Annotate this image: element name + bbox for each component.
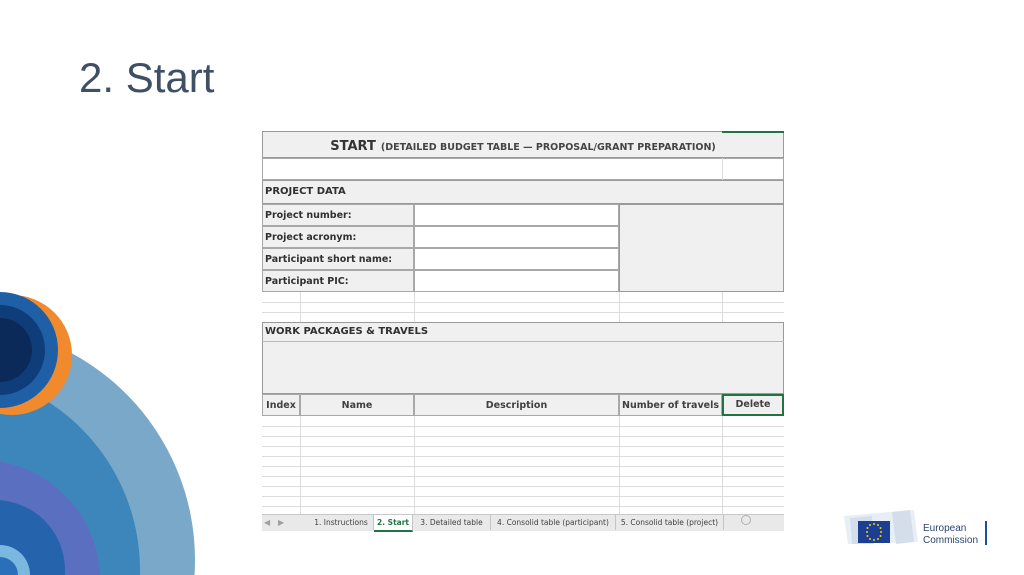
project-data-header	[262, 180, 784, 204]
project-data-label: PROJECT DATA	[265, 186, 346, 197]
tab-start[interactable]: 2. Start	[374, 515, 413, 532]
column-header-delete[interactable]: Delete	[722, 394, 784, 416]
tab-consolid-project[interactable]: 5. Consolid table (project)	[616, 515, 724, 530]
sheet-title-main: START	[330, 139, 376, 154]
sheet-tabs-bar	[262, 514, 784, 531]
ec-logo-divider	[985, 521, 987, 545]
work-packages-header	[262, 322, 784, 394]
project-acronym-input[interactable]	[414, 226, 619, 248]
field-label-participant-pic: Participant PIC:	[262, 270, 414, 292]
ec-logo-line1: European	[923, 523, 967, 534]
field-label-project-acronym: Project acronym:	[262, 226, 414, 248]
tab-scroll-right-icon[interactable]: ▶	[278, 518, 285, 527]
sheet-title	[262, 131, 784, 158]
column-header-description: Description	[414, 394, 619, 416]
tab-detailed-table[interactable]: 3. Detailed table	[413, 515, 491, 530]
sheet-title-sub: (DETAILED BUDGET TABLE — PROPOSAL/GRANT PREPARATION)	[380, 142, 716, 153]
tab-instructions[interactable]: 1. Instructions	[309, 515, 374, 530]
participant-pic-input[interactable]	[414, 270, 619, 292]
tab-scroll-left-icon[interactable]: ◀	[264, 518, 271, 527]
ec-logo-line2: Commission	[923, 535, 979, 546]
column-header-number-of-travels: Number of travels	[619, 394, 722, 416]
field-label-participant-short-name: Participant short name:	[262, 248, 414, 270]
column-header-name: Name	[300, 394, 414, 416]
slide-title: 2. Start	[79, 54, 215, 101]
spreadsheet-view	[262, 131, 784, 530]
column-header-index: Index	[262, 394, 300, 416]
field-label-project-number: Project number:	[262, 204, 414, 226]
tab-consolid-participant[interactable]: 4. Consolid table (participant)	[491, 515, 616, 530]
project-number-input[interactable]	[414, 204, 619, 226]
work-packages-label: WORK PACKAGES & TRAVELS	[265, 326, 429, 337]
project-info-box	[619, 204, 784, 292]
ec-logo-text	[923, 523, 978, 547]
participant-short-name-input[interactable]	[414, 248, 619, 270]
add-sheet-button[interactable]	[724, 515, 768, 530]
plus-icon	[741, 515, 751, 525]
